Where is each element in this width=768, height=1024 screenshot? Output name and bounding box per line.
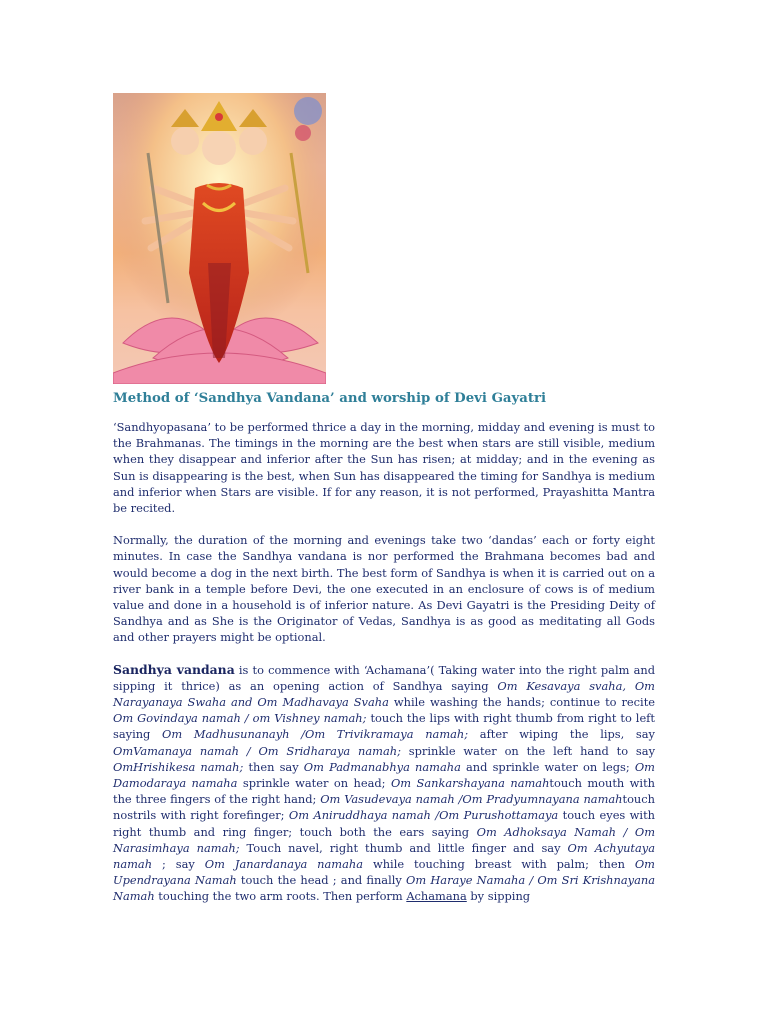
paragraph-text: touch eyes with right thumb and ring finger; touch both the ears saying — [113, 808, 655, 839]
mantra-text: Om Vasudevaya namah /Om Pradyumnayana namah — [320, 792, 623, 807]
paragraph-text: touch nostrils with right forefinger; — [113, 792, 655, 823]
document-body — [113, 419, 655, 921]
mantra-text: Om Haraye Namaha / Om Sri Krishnayana Namah — [113, 873, 655, 904]
mantra-text: Om Damodaraya namaha — [113, 759, 655, 791]
mantra-text: Om Sankarshayana namah — [390, 776, 550, 791]
paragraph-duration: Normally, the duration of the morning and evenings take two ‘dandas’ each or forty eight minutes. In case the Sandhya vandana is nor performed the Brahmana becomes bad and would become a dog in the next birth. The best form of Sandhya is when it is carried out on a river bank in a temple before Devi, the one executed in an enclosure of cows is of medium value and done in a household is of inferior nature. As Devi Gayatri is the Presiding Deity of Sandhya and as She is the Originator of Vedas, Sandhya is as good as meditating all Gods and other prayers might be optional. — [113, 533, 655, 645]
paragraph-sandhyopasana: ‘Sandhyopasana’ to be performed thrice a day in the morning, midday and evening is must to the Brahmanas. The timings in the morning are the best when stars are still visible, medium when they disappear and inferior after the Sun has risen; at midday; and in the evening as Sun is disappearing is the best, when Sun has disappeared the timing for Sandhya is medium and inferior when Stars are visible. If for any reason, it is not performed, Prayashitta Mantra be recited. — [113, 420, 655, 516]
paragraph-text: touching the two arm roots. Then perform — [154, 889, 407, 904]
paragraph-text: while touching breast with palm; then — [363, 857, 635, 872]
mantra-text: Om Govindaya namah / om Vishney namah; — [113, 711, 367, 726]
paragraph-text: touch the head ; and finally — [236, 873, 407, 888]
paragraph-text: ; say — [152, 857, 205, 872]
lead-term: Sandhya vandana — [113, 661, 235, 677]
paragraph-sandhya-vandana — [113, 662, 655, 905]
paragraph-text: after wiping the lips, say — [468, 727, 655, 742]
mantra-text: Om Madhusunanayh /Om Trivikramaya namah; — [162, 727, 469, 742]
paragraph-text: Touch navel, right thumb and little finger and say — [239, 840, 568, 855]
mantra-text: Om Padmanabhya namaha — [303, 759, 461, 774]
devi-gayatri-illustration — [113, 93, 326, 384]
mantra-text: OmHrishikesa namah; — [113, 759, 244, 774]
document-title: Method of ‘Sandhya Vandana’ and worship of Devi Gayatri — [113, 391, 547, 406]
mantra-text: Om Aniruddhaya namah /Om Purushottamaya — [288, 808, 559, 823]
paragraph-text: while washing the hands; continue to recite — [388, 695, 656, 710]
mantra-text: OmVamanaya namah / Om Sridharaya namah; — [113, 743, 401, 758]
mantra-text: Om Janardanaya namaha — [204, 857, 364, 872]
mantra-text: Om Upendrayana Namah — [113, 857, 655, 888]
paragraph-text: sprinkle water on the left hand to say — [400, 743, 656, 758]
devi-gayatri-image — [113, 93, 326, 384]
mantra-text: Om Kesavaya svaha, Om Narayanaya Swaha and Om Madhavaya Svaha — [113, 678, 655, 710]
mantra-text: Om Adhoksaya Namah / Om Narasimhaya namah; — [113, 824, 655, 855]
mantra-text: Om Achyutaya namah — [113, 840, 655, 872]
paragraph-text: by sipping — [466, 889, 531, 904]
paragraph-text: is to commence with ‘Achamana’( Taking water into the right palm and sipping it thrice) as an opening action of Sandhya saying — [113, 662, 655, 693]
paragraph-text: and sprinkle water on legs; — [460, 759, 635, 774]
paragraph-text: touch mouth with the three fingers of the right hand; — [113, 776, 655, 807]
paragraph-text: then say — [243, 759, 304, 774]
paragraph-text: touch the lips with right thumb from right to left saying — [113, 711, 655, 742]
paragraph-text: sprinkle water on head; — [237, 776, 391, 791]
achamana-link[interactable]: Achamana — [406, 889, 467, 904]
